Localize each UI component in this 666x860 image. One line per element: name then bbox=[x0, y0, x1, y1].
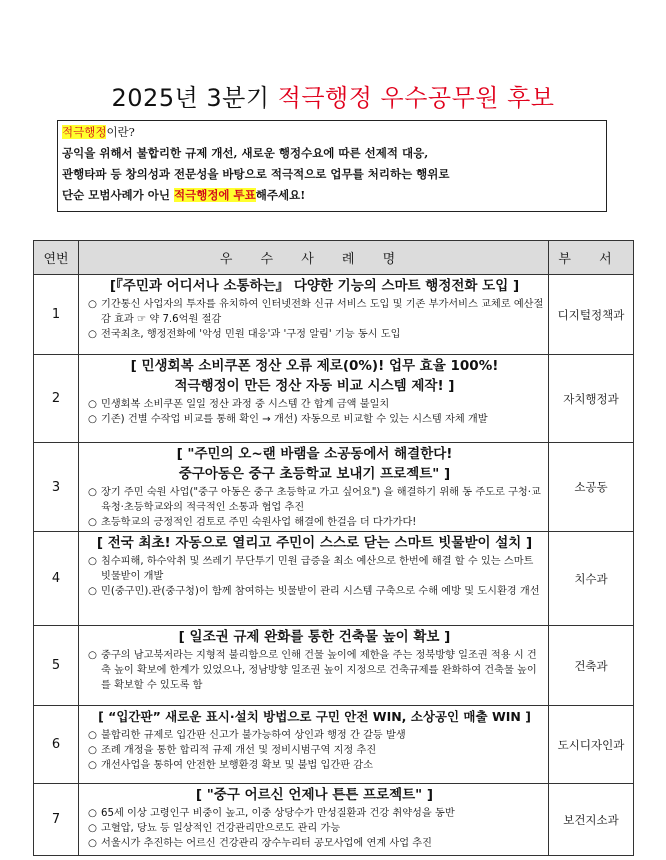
table-row bbox=[34, 443, 634, 532]
intro-line-4-pre: 단순 모범사례가 아닌 bbox=[62, 188, 174, 202]
bullet-circle-icon: ○ bbox=[88, 329, 97, 340]
row-dept: 건축과 bbox=[549, 626, 634, 706]
row-dept: 디지털정책과 bbox=[549, 275, 634, 355]
bullet-circle-icon: ○ bbox=[88, 299, 97, 310]
case-content bbox=[79, 532, 549, 626]
case-bullets bbox=[85, 728, 544, 773]
case-bullet bbox=[85, 821, 544, 836]
case-bullet bbox=[85, 584, 544, 599]
bullet-circle-icon: ○ bbox=[88, 650, 97, 661]
bullet-circle-icon: ○ bbox=[88, 414, 97, 425]
title-highlight: 적극행정 우수공무원 후보 bbox=[277, 84, 555, 112]
intro-line-1 bbox=[62, 122, 602, 143]
case-bullet bbox=[85, 412, 544, 427]
table-row bbox=[34, 784, 634, 856]
case-content bbox=[79, 706, 549, 784]
intro-question: 이란? bbox=[106, 125, 135, 139]
case-content bbox=[79, 355, 549, 443]
case-content bbox=[79, 275, 549, 355]
row-number: 7 bbox=[34, 784, 79, 856]
header-case-name: 우 수 사 례 명 bbox=[79, 241, 549, 275]
case-title: [ "주민의 오~랜 바램을 소공동에서 해결한다! bbox=[176, 446, 453, 462]
case-bullet-text: 조례 개정을 통한 합리적 규제 개선 및 정비시범구역 지정 추진 bbox=[101, 745, 377, 756]
case-title: [ 전국 최초! 자동으로 열리고 주민이 스스로 닫는 스마트 빗물받이 설치 ] bbox=[96, 535, 533, 551]
row-dept: 소공동 bbox=[549, 443, 634, 532]
row-number: 2 bbox=[34, 355, 79, 443]
intro-vote-highlight: 적극행정에 투표 bbox=[174, 188, 256, 202]
table-row bbox=[34, 355, 634, 443]
row-number: 6 bbox=[34, 706, 79, 784]
intro-box bbox=[57, 120, 607, 212]
table-row bbox=[34, 626, 634, 706]
row-number: 5 bbox=[34, 626, 79, 706]
case-bullets bbox=[85, 554, 544, 599]
case-bullet bbox=[85, 836, 544, 851]
case-bullet-text: 민(중구민).관(중구청)이 함께 참여하는 빗물받이 관리 시스템 구축으로 수해 예방 및 도시환경 개선 bbox=[101, 586, 540, 597]
page-title bbox=[0, 78, 666, 113]
bullet-circle-icon: ○ bbox=[88, 808, 97, 819]
bullet-circle-icon: ○ bbox=[88, 517, 97, 528]
bullet-circle-icon: ○ bbox=[88, 556, 97, 567]
case-title: 중구아동은 중구 초등학교 보내기 프로젝트" ] bbox=[178, 466, 451, 482]
case-bullet bbox=[85, 397, 544, 412]
case-bullet bbox=[85, 554, 544, 584]
intro-highlight-term: 적극행정 bbox=[62, 125, 107, 139]
row-dept: 자치행정과 bbox=[549, 355, 634, 443]
case-bullet-text: 서울시가 추진하는 어르신 건강관리 장수누리터 공모사업에 연계 사업 추진 bbox=[101, 838, 432, 849]
case-title: [ “입간판” 새로운 표시·설치 방법으로 구민 안전 WIN, 소상공인 매출 WIN ] bbox=[98, 709, 531, 724]
case-bullets bbox=[85, 397, 544, 427]
header-num: 연번 bbox=[34, 241, 79, 275]
case-title: [『주민과 어디서나 소통하는』 다양한 기능의 스마트 행정전화 도입 ] bbox=[109, 278, 520, 294]
case-bullet bbox=[85, 728, 544, 743]
case-title: [ 일조권 규제 완화를 통한 건축물 높이 확보 ] bbox=[178, 629, 451, 645]
table-header-row bbox=[34, 241, 634, 275]
case-bullet bbox=[85, 648, 544, 693]
case-bullet-text: 침수피해, 하수악취 및 쓰레기 무단투기 민원 급증을 최소 예산으로 한번에 해결 할 수 있는 스마트 빗물받이 개발 bbox=[101, 556, 534, 582]
case-bullet-text: 장기 주민 숙원 사업("중구 아동은 중구 초등학교 가고 싶어요") 을 해결하기 위해 동 주도로 구청·교육청·초등학교와의 적극적인 소통과 협업 추진 bbox=[101, 487, 541, 513]
case-bullet bbox=[85, 743, 544, 758]
case-title: [ 민생회복 소비쿠폰 정산 오류 제로(0%)! 업무 효율 100%! bbox=[130, 358, 499, 374]
bullet-circle-icon: ○ bbox=[88, 823, 97, 834]
intro-line-4-post: 해주세요! bbox=[255, 188, 306, 202]
case-bullet bbox=[85, 758, 544, 773]
table-row bbox=[34, 275, 634, 355]
title-prefix: 2025년 3분기 bbox=[111, 84, 278, 112]
row-dept: 도시디자인과 bbox=[549, 706, 634, 784]
row-number: 1 bbox=[34, 275, 79, 355]
case-bullets bbox=[85, 485, 544, 530]
case-bullet-text: 65세 이상 고령인구 비중이 높고, 이중 상당수가 만성질환과 건강 취약성을 동반 bbox=[101, 808, 455, 819]
case-bullet bbox=[85, 515, 544, 530]
case-content bbox=[79, 784, 549, 856]
case-bullet bbox=[85, 327, 544, 342]
intro-line-2: 공익을 위해서 불합리한 규제 개선, 새로운 행정수요에 따른 선제적 대응, bbox=[62, 146, 429, 160]
cases-table bbox=[33, 240, 634, 856]
case-content bbox=[79, 626, 549, 706]
case-bullet bbox=[85, 297, 544, 327]
case-bullets bbox=[85, 648, 544, 693]
case-bullet-text: 고혈압, 당뇨 등 일상적인 건강관리만으로도 관리 가능 bbox=[101, 823, 341, 834]
case-bullets bbox=[85, 297, 544, 342]
case-bullet-text: 기존) 건별 수작업 비교를 통해 확인 → 개선) 자동으로 비교할 수 있는 시스템 자체 개발 bbox=[101, 414, 488, 425]
case-bullet-text: 기간통신 사업자의 투자를 유치하여 인터넷전화 신규 서비스 도입 및 기존 부가서비스 교체로 예산절감 효과 ☞ 약 7.6억원 절감 bbox=[101, 299, 544, 325]
intro-line-3: 관행타파 등 창의성과 전문성을 바탕으로 적극적으로 업무를 처리하는 행위로 bbox=[62, 167, 450, 181]
intro-line-4 bbox=[62, 185, 602, 206]
bullet-circle-icon: ○ bbox=[88, 745, 97, 756]
bullet-circle-icon: ○ bbox=[88, 487, 97, 498]
row-number: 4 bbox=[34, 532, 79, 626]
case-bullet bbox=[85, 806, 544, 821]
bullet-circle-icon: ○ bbox=[88, 730, 97, 741]
case-bullet bbox=[85, 485, 544, 515]
case-bullet-text: 민생회복 소비쿠폰 일일 정산 과정 중 시스템 간 합계 금액 불일치 bbox=[101, 399, 390, 410]
table-row bbox=[34, 532, 634, 626]
bullet-circle-icon: ○ bbox=[88, 838, 97, 849]
bullet-circle-icon: ○ bbox=[88, 399, 97, 410]
case-bullets bbox=[85, 806, 544, 851]
case-bullet-text: 불합리한 규제로 입간판 신고가 불가능하여 상인과 행정 간 갈등 발생 bbox=[101, 730, 406, 741]
case-bullet-text: 개선사업을 통하여 안전한 보행환경 확보 및 불법 입간판 감소 bbox=[101, 760, 373, 771]
row-dept: 치수과 bbox=[549, 532, 634, 626]
case-content bbox=[79, 443, 549, 532]
row-number: 3 bbox=[34, 443, 79, 532]
case-bullet-text: 중구의 남고북저라는 지형적 불리함으로 인해 건물 높이에 제한을 주는 정북방향 일조권 적용 시 건축 높이 확보에 한계가 있었으나, 정남방향 일조권 높이 지정으로 건축규제를 완화하여 건축물 높이를 확보할 수 있도록 함 bbox=[101, 650, 537, 691]
case-bullet-text: 전국최초, 행정전화에 '악성 민원 대응'과 '구정 알림' 기능 동시 도입 bbox=[101, 329, 401, 340]
table-row bbox=[34, 706, 634, 784]
row-dept: 보건지소과 bbox=[549, 784, 634, 856]
case-title: [ "중구 어르신 언제나 튼튼 프로젝트" ] bbox=[195, 787, 434, 803]
case-bullet-text: 초등학교의 긍정적인 검토로 주민 숙원사업 해결에 한걸음 더 다가가다! bbox=[101, 517, 417, 528]
bullet-circle-icon: ○ bbox=[88, 760, 97, 771]
header-dept: 부 서 bbox=[549, 241, 634, 275]
bullet-circle-icon: ○ bbox=[88, 586, 97, 597]
case-title: 적극행정이 만든 정산 자동 비교 시스템 제작! ] bbox=[174, 378, 455, 394]
